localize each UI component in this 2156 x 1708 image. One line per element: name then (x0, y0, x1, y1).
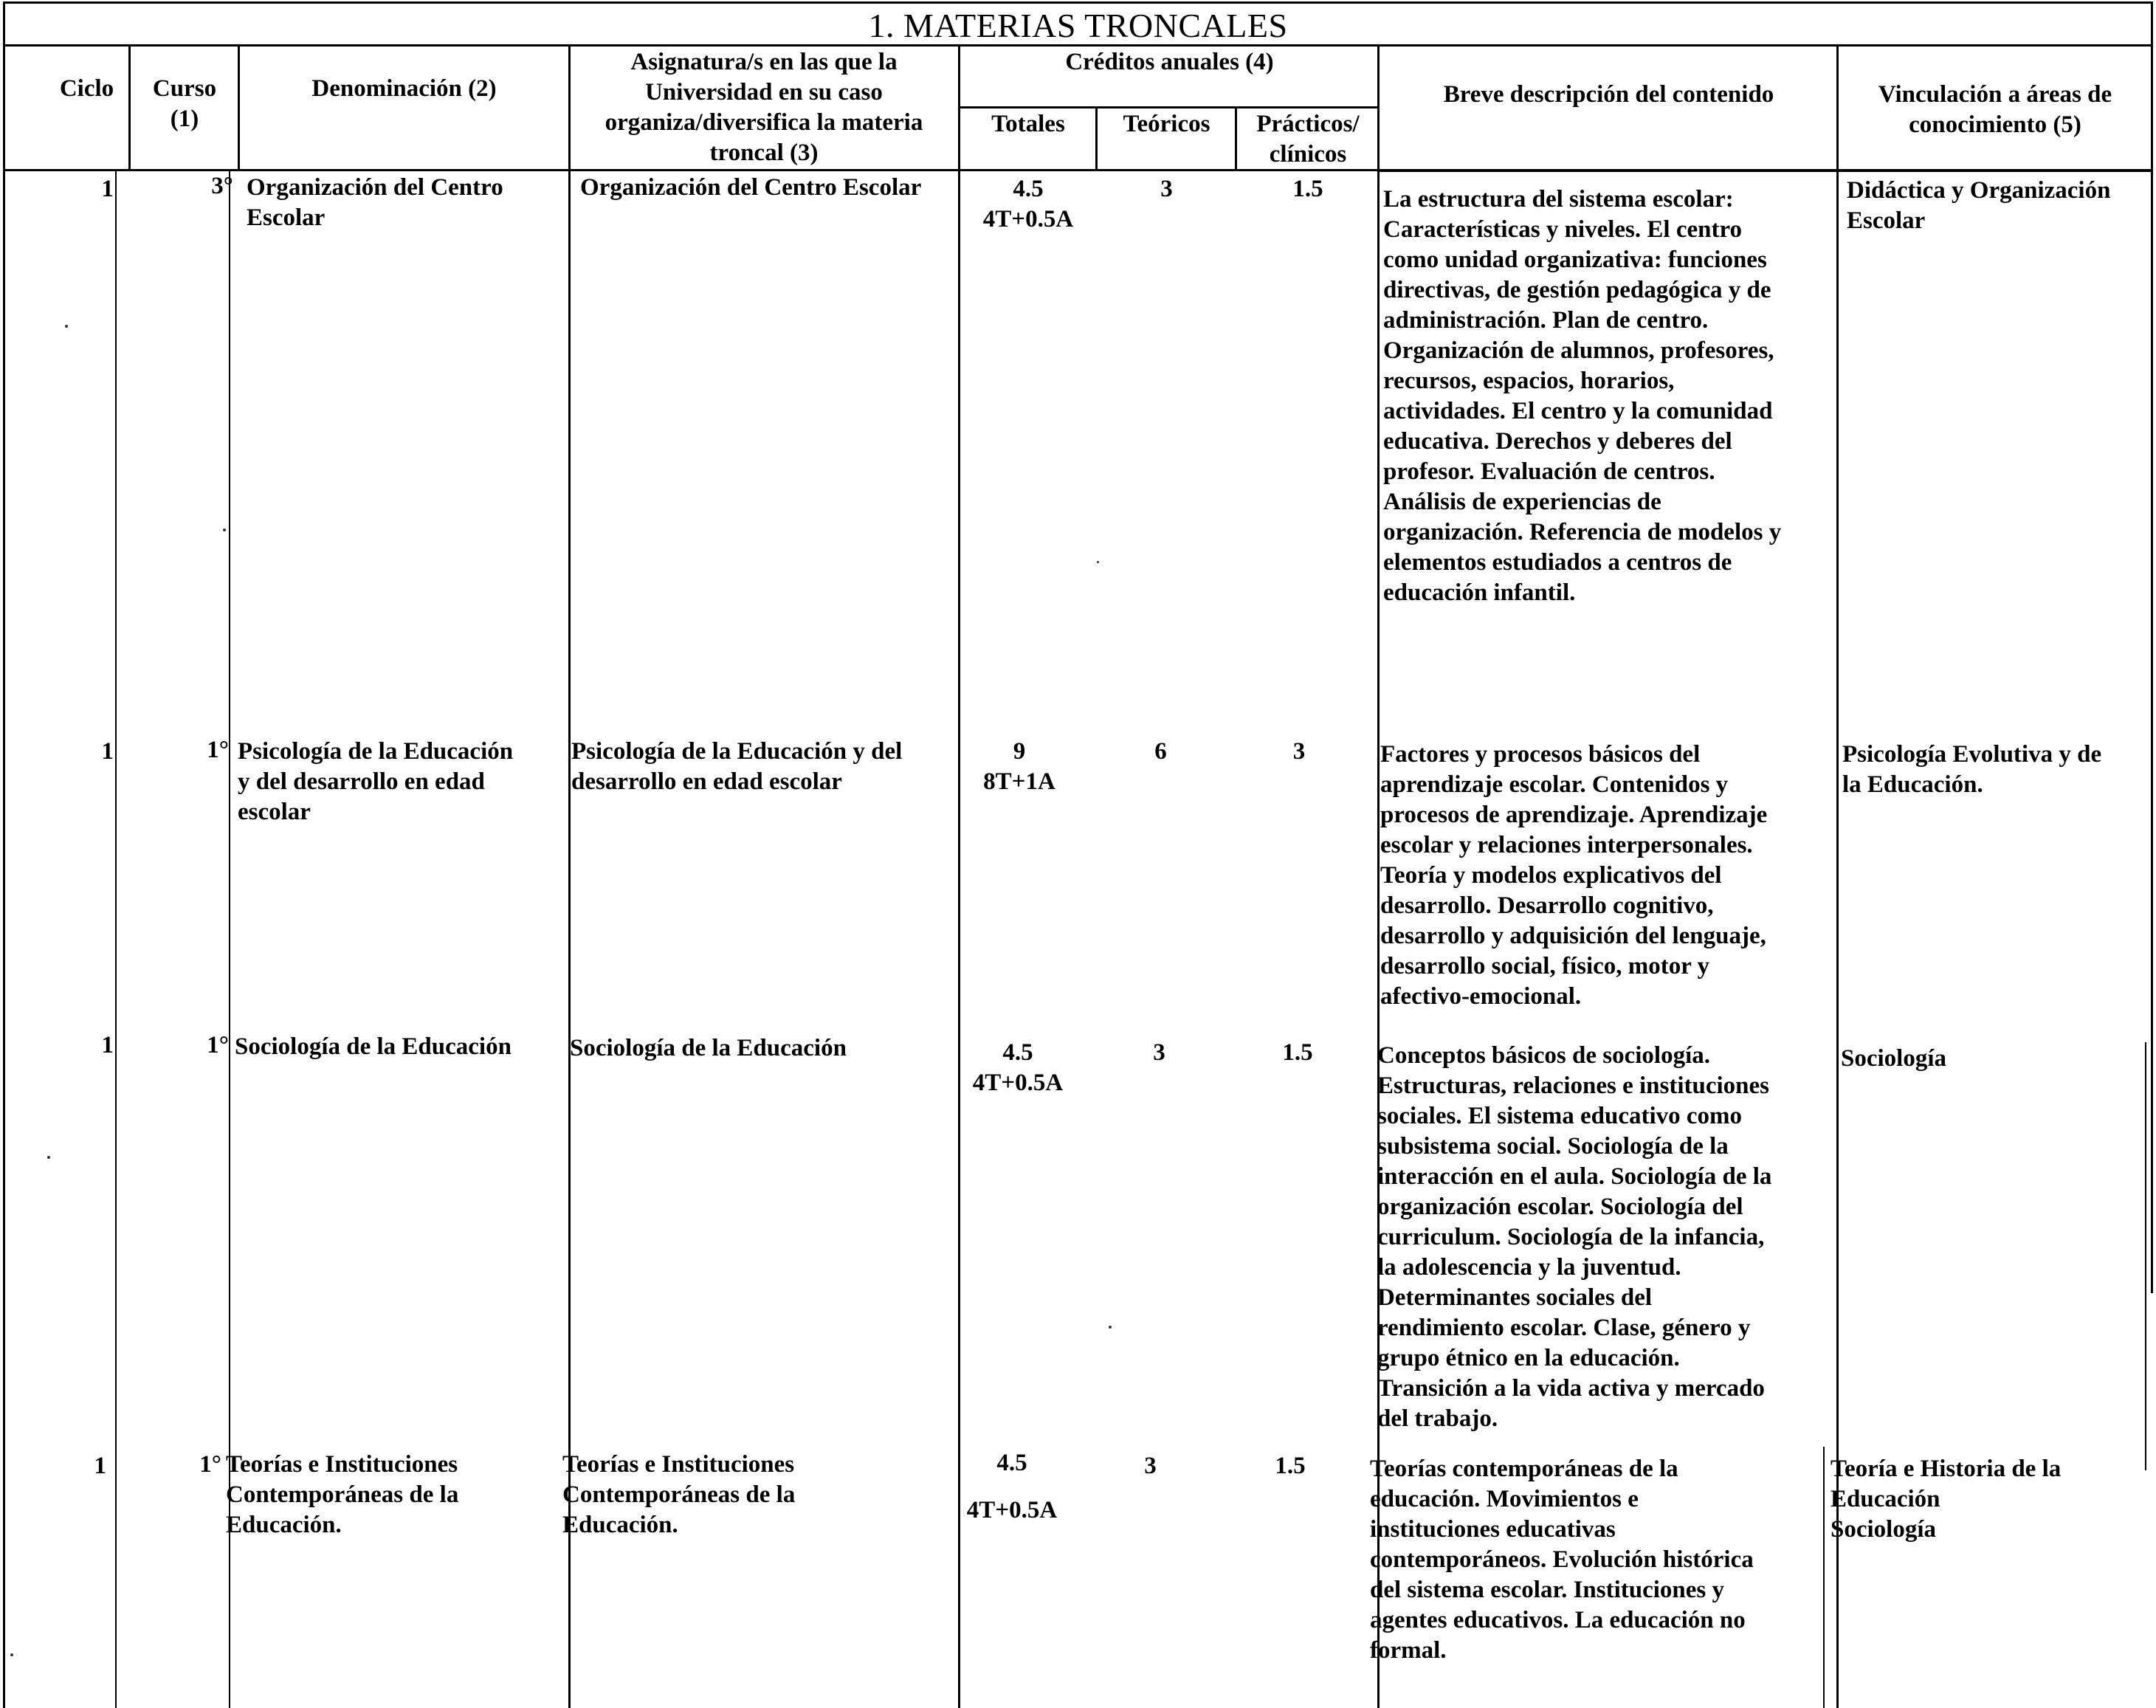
scan-speck (223, 528, 226, 531)
row4-vinculacion: Teoría e Historia de la Educación Sociología (1830, 1456, 2062, 1543)
right-rule-lower (2145, 1042, 2146, 1470)
row1-teoricos: 3 (1160, 176, 1173, 202)
scan-speck (1109, 1326, 1112, 1329)
row3-totales: 4.5 4T+0.5A (972, 1039, 1064, 1096)
row4-asignatura: Teorías e Instituciones Contemporáneas de la Educación. (562, 1451, 796, 1538)
row4-ciclo: 1 (94, 1453, 106, 1479)
row4-practicos: 1.5 (1275, 1453, 1306, 1479)
creditos-sub-rule (960, 106, 1379, 109)
scan-speck (1097, 561, 1099, 563)
row2-teoricos: 6 (1154, 738, 1167, 765)
row3-descripcion: Conceptos básicos de sociología. Estructuras, relaciones e instituciones sociales. El sistema educativo como subsistema social. Sociología de la interacción en el aula. Sociología de la organización escolar. Sociología del curriculum. Sociología de la infancia, la adolescencia y la juventud. Determinantes sociales del rendimiento escolar. Clase, género y grupo étnico en la educación. Transición a la vida activa y mercado del trabajo. (1377, 1042, 1772, 1432)
row1-totales: 4.5 4T+0.5A (982, 176, 1074, 233)
row3-vinculacion: Sociología (1841, 1045, 1947, 1072)
row2-asignatura: Psicología de la Educación y del desarrollo en edad escolar (571, 738, 903, 795)
header-denominacion: Denominación (2) (311, 75, 497, 102)
desc-rule-lower (1823, 1447, 1825, 1708)
row1-curso: 3° (211, 173, 233, 199)
row3-practicos: 1.5 (1282, 1039, 1313, 1066)
outer-left-border (3, 1, 5, 1708)
row2-descripcion: Factores y procesos básicos del aprendizaje escolar. Contenidos y procesos de aprendizaje. Aprendizaje escolar y relaciones interpersonales. Teoría y modelos explicativos del desarrollo. Desarrollo cognitivo, desarrollo y adquisición del lenguaje, desarrollo social, físico, motor y afectivo-emocional. (1380, 741, 1768, 1010)
col-rule-curso (238, 44, 240, 171)
row1-descripcion: La estructura del sistema escolar: Características y niveles. El centro como unidad organizativa: funciones directivas, de gestión pedagógica y de administración. Plan de centro. Organización de alumnos, profesores, recursos, espacios, horarios, actividades. El centro y la comunidad educativa. Derechos y deberes del profesor. Evaluación de centros. Análisis de experiencias de organización. Referencia de modelos y elementos estudiados a centros de educación infantil. (1383, 186, 1782, 606)
row2-vinculacion: Psicología Evolutiva y de la Educación. (1842, 741, 2102, 798)
header-practicos: Prácticos/ clínicos (1256, 111, 1360, 168)
row1-ciclo: 1 (101, 176, 114, 202)
row1-practicos: 1.5 (1292, 176, 1323, 202)
header-bottom-rule-2 (1379, 169, 2153, 172)
header-teoricos: Teóricos (1123, 111, 1210, 137)
scan-speck (10, 1653, 13, 1656)
col-rule-totales (1095, 108, 1098, 171)
header-curso: Curso (1) (152, 75, 217, 132)
col-rule-ciclo-body (115, 171, 117, 1708)
header-creditos: Créditos anuales (4) (1065, 49, 1274, 75)
col-rule-ciclo (128, 44, 131, 171)
row2-curso: 1° (207, 737, 229, 763)
header-asignatura: Asignatura/s en las que la Universidad en su caso organiza/diversifica la materia troncal (3) (605, 49, 923, 166)
row2-practicos: 3 (1292, 738, 1306, 765)
scan-speck (47, 1156, 50, 1159)
row3-curso: 1° (207, 1032, 229, 1058)
row2-denominacion: Psicología de la Educación y del desarrollo en edad escolar (238, 738, 514, 825)
row4-curso: 1° (199, 1451, 221, 1478)
row1-vinculacion: Didáctica y Organización Escolar (1847, 177, 2111, 234)
header-descripcion: Breve descripción del contenido (1443, 81, 1774, 108)
row3-asignatura: Sociología de la Educación (570, 1035, 847, 1061)
row1-asignatura: Organización del Centro Escolar (580, 174, 922, 201)
col-rule-teoricos (1235, 108, 1237, 171)
section-title: 1. MATERIAS TRONCALES (868, 7, 1288, 44)
outer-right-border (2151, 1, 2153, 1293)
row3-ciclo: 1 (101, 1032, 114, 1058)
row2-ciclo: 1 (101, 738, 114, 765)
title-bottom-rule (3, 44, 2153, 47)
row4-denominacion: Teorías e Instituciones Contemporáneas de la Educación. (226, 1451, 459, 1538)
row4-totales: 4.5 4T+0.5A (966, 1450, 1058, 1523)
row2-totales: 9 8T+1A (983, 738, 1055, 795)
row4-teoricos: 3 (1144, 1453, 1157, 1479)
row1-denominacion: Organización del Centro Escolar (247, 174, 503, 231)
header-totales: Totales (991, 111, 1065, 137)
header-vinculacion: Vinculación a áreas de conocimiento (5) (1878, 81, 2112, 138)
row3-teoricos: 3 (1153, 1039, 1165, 1066)
scan-speck (65, 325, 68, 328)
outer-top-border (3, 1, 2153, 4)
row3-denominacion: Sociología de la Educación (235, 1033, 512, 1060)
row4-descripcion: Teorías contemporáneas de la educación. Movimientos e instituciones educativas contemporáneos. Evolución histórica del sistema escolar. Instituciones y agentes educativos. La educación no formal. (1370, 1456, 1754, 1664)
header-ciclo: Ciclo (59, 75, 114, 102)
